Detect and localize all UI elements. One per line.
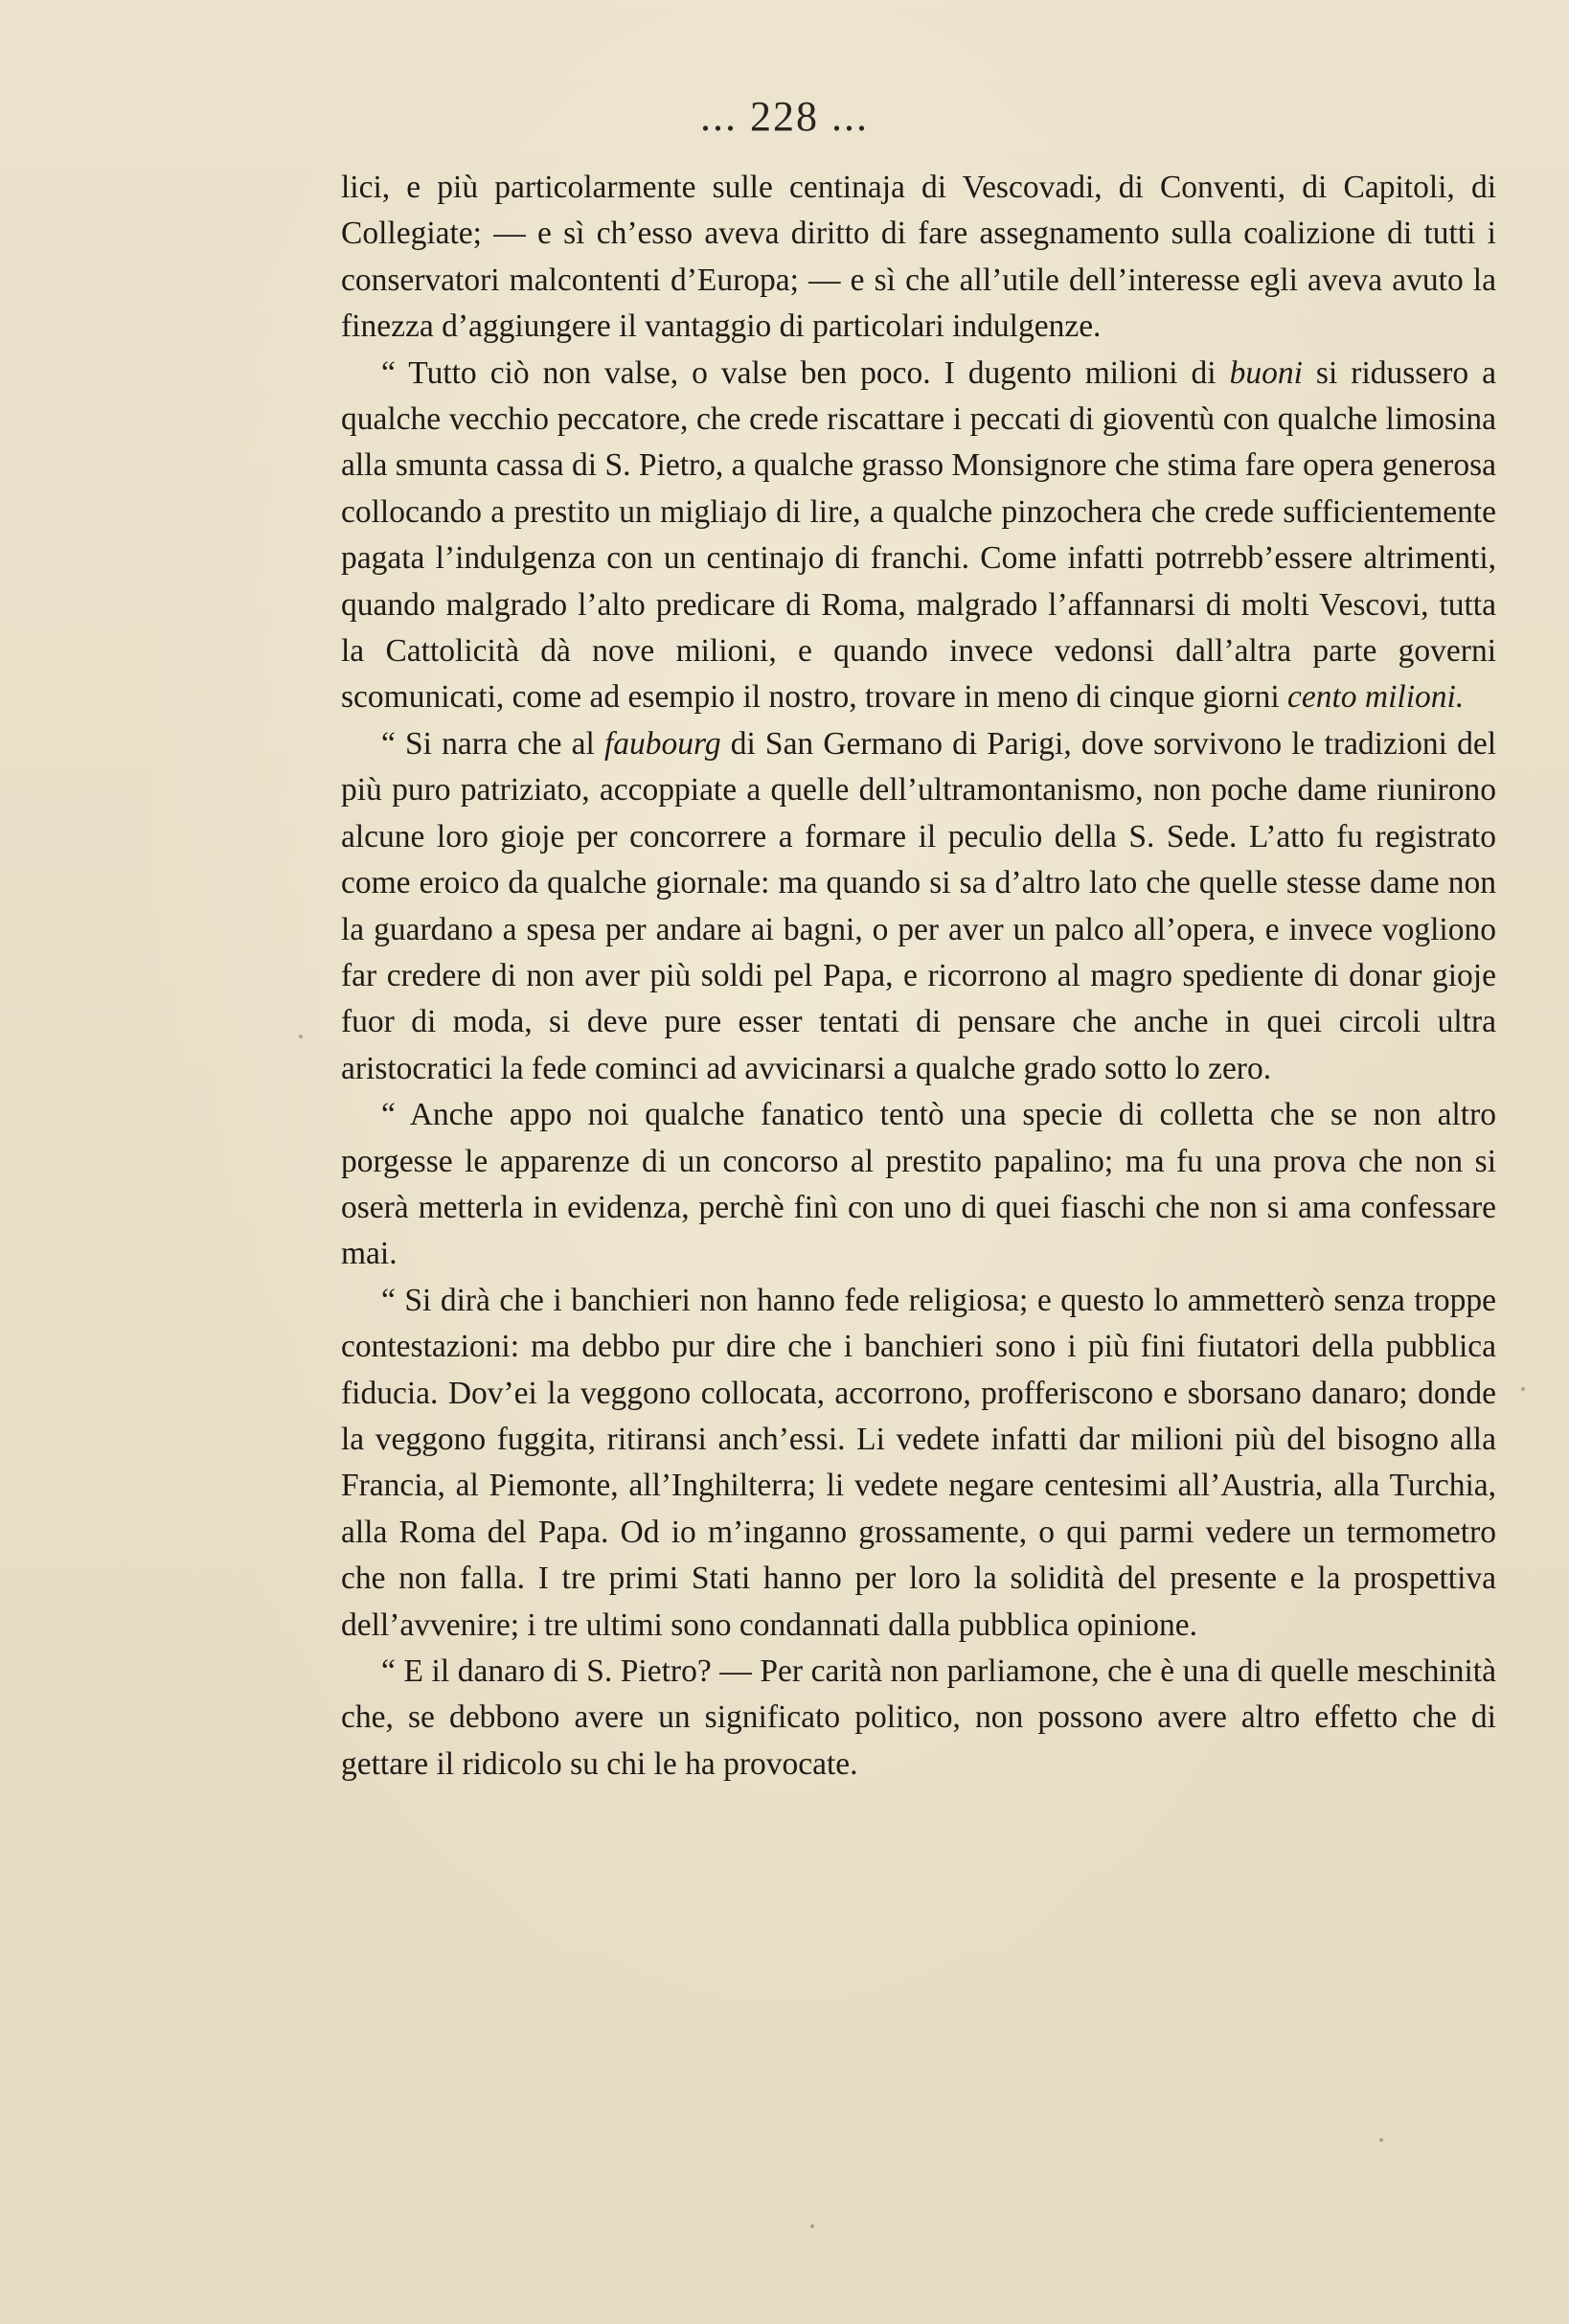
paper-speck (810, 2224, 814, 2228)
italic-term-buoni: buoni (1229, 354, 1303, 391)
paragraph-4-text: “ Anche appo noi qualche fanatico tentò una specie di colletta che se non altro porgesse le apparenze di un concorso al prestito papalino; ma fu una prova che non si oserà metterla in evidenza, perchè finì con uno di quei fiaschi che non si ama confessare mai. (341, 1097, 1496, 1272)
paragraph-2 (341, 351, 1496, 721)
paper-speck (299, 1035, 303, 1038)
paragraph-6-text: “ E il danaro di S. Pietro? — Per carità non parliamone, che è una di quelle meschinità che, se debbono avere un significato politico, non possono avere altro effetto che di gettare il ridicolo su chi le ha provocate. (341, 1653, 1496, 1782)
paragraph-5-text: “ Si dirà che i banchieri non hanno fede religiosa; e questo lo ammetterò senza troppe contestazioni: ma debbo pur dire che i banchieri sono i più fini fiutatori della pubblica fiducia. Dov’ei la veggono collocata, accorrono, profferiscono e sborsano danaro; donde la veggono fuggita, ritiransi anch’essi. Li vedete infatti dar milioni più del bisogno alla Francia, al Piemonte, all’Inghilterra; li vedete negare centesimi all’Austria, alla Turchia, alla Roma del Papa. Od io m’inganno grossamente, o qui parmi vedere un termometro che non falla. I tre primi Stati hanno per loro la solidità del presente e la prospettiva dell’avvenire; i tre ultimi sono condannati dalla pubblica opinione. (341, 1282, 1496, 1643)
italic-term-cento-milioni: cento milioni. (1287, 679, 1465, 716)
paragraph-1-text: lici, e più particolarmente sulle centinaja di Vescovadi, di Conventi, di Capitoli, di Collegiate; — e sì ch’esso aveva diritto di fare assegnamento sulla coalizione di tutti i conservatori malcontenti d’Europa; — e sì che all’utile dell’interesse egli aveva avuto la finezza d’aggiungere il vantaggio di particolari indulgenze. (341, 170, 1496, 345)
paragraph-3-text-a: “ Si narra che al (381, 725, 604, 762)
paragraph-2-text-a: “ Tutto ciò non valse, o valse ben poco. I dugento milioni di (381, 354, 1230, 391)
paper-speck (1521, 1387, 1525, 1391)
italic-term-faubourg: faubourg (603, 725, 721, 762)
paragraph-2-text-b: si ridussero a qualche vecchio peccatore, che crede riscattare i peccati di gioventù con qualche limosina alla smunta cassa di S. Pietro, a qualche grasso Monsignore che stima fare opera generosa collocando a prestito un migliajo di lire, a qualche pinzochera che crede sufficientemente pagata l’indulgenza con un centinajo di franchi. Come infatti potrrebb’essere altrimenti, quando malgrado l’alto predicare di Roma, malgrado l’affannarsi di molti Vescovi, tutta la Cattolicità dà nove milioni, e quando invece vedonsi dall’altra parte governi scomunicati, come ad esempio il nostro, trovare in meno di cinque giorni (341, 354, 1496, 716)
paper-speck (1379, 2138, 1383, 2142)
paragraph-4 (341, 1092, 1496, 1278)
paragraph-5 (341, 1278, 1496, 1649)
body-text (341, 165, 1496, 1788)
paragraph-3-text-b: di San Germano di Parigi, dove sorvivono le tradizioni del più puro patriziato, accoppiate a quelle dell’ultramontanismo, non poche dame riunirono alcune loro gioje per concorrere a formare il peculio della S. Sede. L’atto fu registrato come eroico da qualche giornale: ma quando si sa d’altro lato che quelle stesse dame non la guardano a spesa per andare ai bagni, o per aver un palco all’opera, e invece vogliono far credere di non aver più soldi pel Papa, e ricorrono al magro spediente di donar gioje fuor di moda, si deve pure esser tentati di pensare che anche in quei circoli ultra aristocratici la fede cominci ad avvicinarsi a qualche grado sotto lo zero. (341, 725, 1496, 1086)
paragraph-6 (341, 1649, 1496, 1788)
paragraph-3 (341, 721, 1496, 1092)
paragraph-1 (341, 165, 1496, 351)
page-number: ... 228 ... (700, 93, 869, 140)
